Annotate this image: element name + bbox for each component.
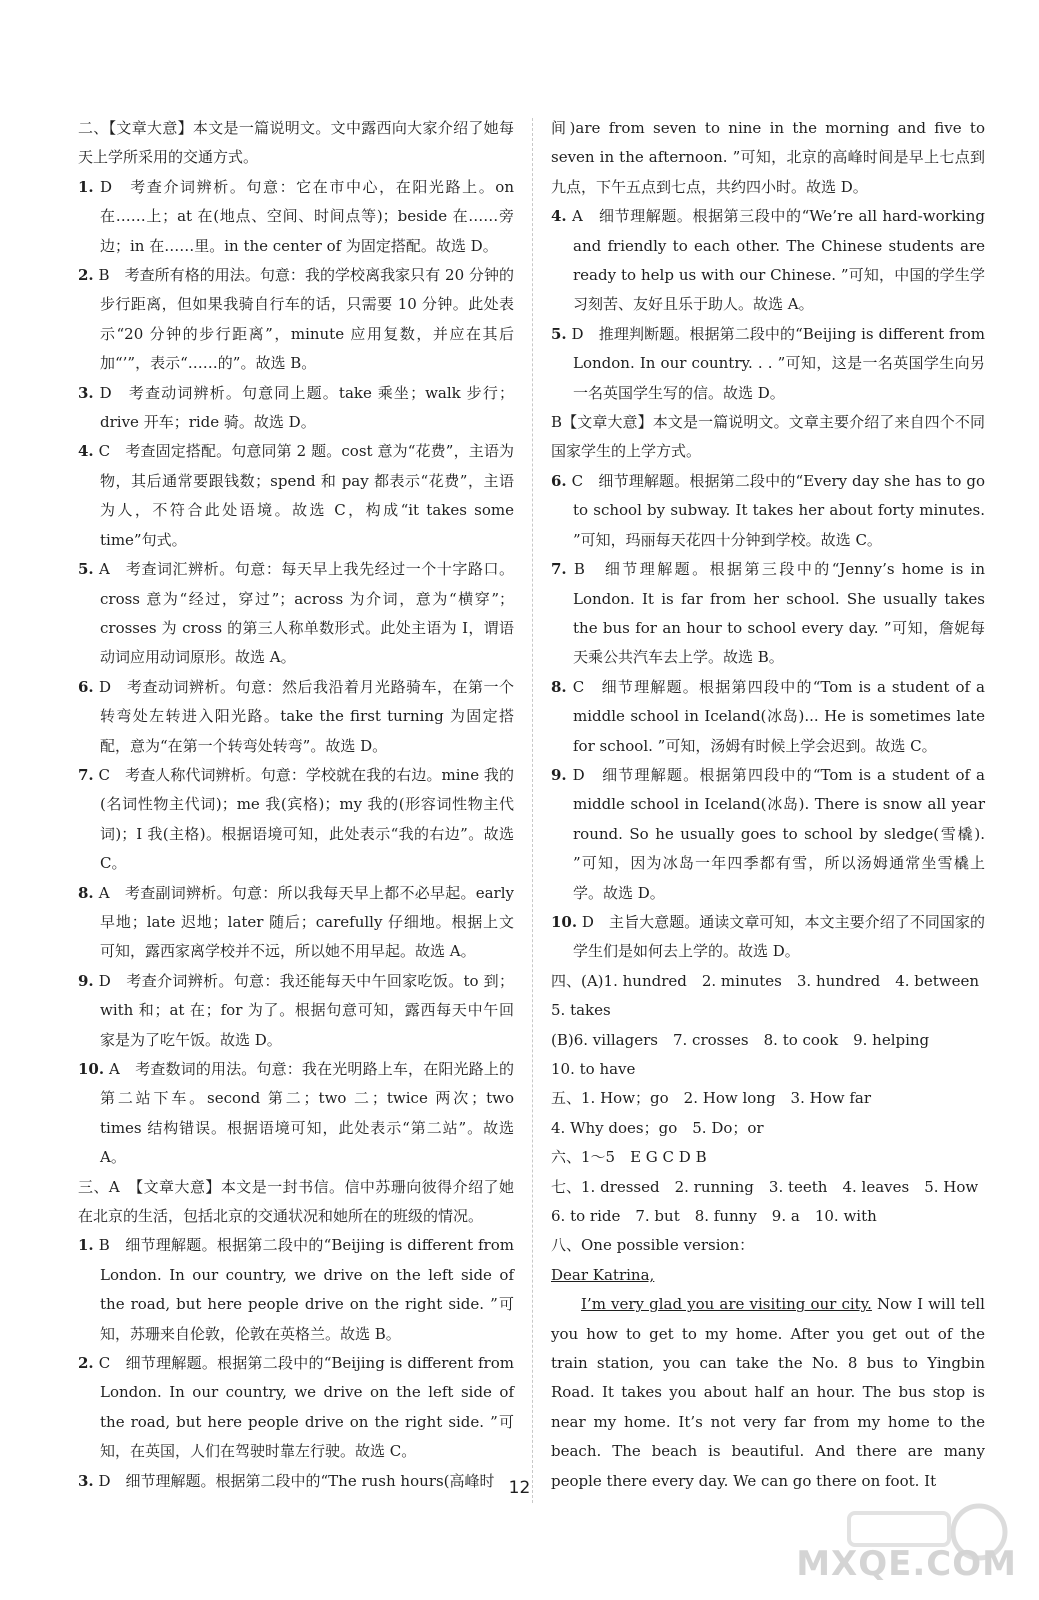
item-explanation: D 主旨大意题。通读文章可知，本文主要介绍了不同国家的学生们是如何去上学的。故选 D。 (573, 912, 985, 961)
letter-body (551, 1290, 985, 1496)
answer-item (551, 202, 985, 320)
underlined-sentence: I’m very glad you are visiting our city. (581, 1295, 872, 1314)
item-explanation: B 细节理解题。根据第二段中的“Beijing is different from London. In our country, we drive on the left side of the road, but here people drive on the right side. ”可知，苏珊来自伦敦，伦敦在英格兰。故选 B。 (98, 1236, 514, 1343)
section-text: 二、【文章大意】本文是一篇说明文。文中露西向大家介绍了她每天上学所采用的交通方式。 (78, 119, 514, 167)
item-explanation: B 细节理解题。根据第三段中的“Jenny’s home is in London. It is far from her school. She usually takes the bus for an hour to school every day. ”可知，詹妮每天乘公共汽车去上学。故选 B。 (573, 560, 985, 667)
column-divider (532, 118, 533, 1503)
item-number: 8. (78, 883, 94, 902)
section-text: 四、(A)1. hundred 2. minutes 3. hundred 4. between (551, 971, 980, 990)
item-number: 7. (78, 765, 94, 784)
item-number: 2. (78, 266, 94, 285)
item-number: 9. (78, 971, 94, 990)
letter-greeting (551, 1261, 985, 1290)
continued-text: 间)are from seven to nine in the morning and five to seven in the afternoon. ”可知，北京的高峰时间是早上七点到九点，下午五点到七点，共约四小时。故选 D。 (551, 119, 985, 196)
section-text: B【文章大意】本文是一篇说明文。文章主要介绍了来自四个不同国家学生的上学方式。 (551, 413, 985, 461)
item-explanation: D 考查动词辨析。句意同上题。take 乘坐；walk 步行；drive 开车；ride 骑。故选 D。 (99, 383, 514, 432)
item-number: 6. (551, 471, 567, 490)
item-explanation: A 考查数词的用法。句意：我在光明路上车，在阳光路上的第二站下车。second 第二；two 二；twice 两次；two times 结构错误。根据语境可知，此处表示“第二站”。故选 A。 (100, 1060, 514, 1167)
item-number: 9. (551, 765, 567, 784)
answer-item (78, 173, 514, 261)
item-number: 8. (551, 677, 567, 696)
item-number: 4. (78, 442, 94, 461)
item-explanation: D 细节理解题。根据第二段中的“The rush hours(高峰时 (98, 1471, 495, 1490)
page-number: 12 (508, 1478, 531, 1498)
answer-item (551, 467, 985, 555)
item-explanation: D 推理判断题。根据第二段中的“Beijing is different from London. In our country. . . ”可知，这是一名英国学生向另一名英国学生写的信。故选 D。 (571, 324, 985, 402)
item-number: 10. (551, 912, 578, 931)
item-explanation: D 考查动词辨析。句意：然后我沿着月光路骑车，在第一个转弯处左转进入阳光路。take the first turning 为固定搭配，意为“在第一个转弯处转弯”。故选 D。 (98, 677, 514, 755)
item-explanation: D 细节理解题。根据第四段中的“Tom is a student of a middle school in Iceland(冰岛). There is snow all year round. So he usually goes to school by sledge(雪橇). ”可知，因为冰岛一年四季都有雪，所以汤姆通常坐雪橇上学。故选 D。 (572, 765, 985, 902)
item-number: 1. (78, 177, 94, 196)
item-number: 3. (78, 383, 94, 402)
section-text: 八、One possible version： (551, 1236, 755, 1255)
answer-item (551, 320, 985, 408)
section-text: 三、A 【文章大意】本文是一封书信。信中苏珊向彼得介绍了她在北京的生活，包括北京的交通状况和她所在的班级的情况。 (78, 1177, 514, 1226)
item-number: 3. (78, 1471, 94, 1490)
item-explanation: C 细节理解题。根据第二段中的“Beijing is different from London. In our country, we drive on the left side of the road, but here people drive on the right side. ”可知，在英国，人们在驾驶时靠左行驶。故选 C。 (98, 1354, 514, 1461)
section-text: 5. takes (551, 1001, 611, 1020)
item-explanation: C 考查人称代词辨析。句意：学校就在我的右边。mine 我的(名词性物主代词)；me 我(宾格)；my 我的(形容词性物主代词)；I 我(主格)。根据语境可知，此处表示“我的右边”。故选 C。 (98, 765, 514, 873)
item-explanation: D 考查介词辨析。句意：它在市中心，在阳光路上。on 在……上；at 在(地点、空间、时间点等)；beside 在……旁边；in 在……里。in the center of 为固定搭配。故选 D。 (100, 177, 514, 255)
answer-item (551, 761, 985, 908)
item-explanation: A 考查词汇辨析。句意：每天早上我先经过一个十字路口。cross 意为“经过，穿过”；across 为介词，意为“横穿”；crosses 为 cross 的第三人称单数形式。此处主语为 I，谓语动词应用动词原形。故选 A。 (99, 560, 514, 667)
answer-item (78, 437, 514, 555)
section-text: 6. to ride 7. but 8. funny 9. a 10. with (551, 1207, 877, 1226)
section-text: 10. to have (551, 1060, 636, 1078)
section-text: 七、1. dressed 2. running 3. teeth 4. leaves 5. How (551, 1177, 979, 1196)
answer-item (551, 673, 985, 761)
answer-item (78, 1231, 514, 1349)
item-explanation: D 考查介词辨析。句意：我还能每天中午回家吃饭。to 到；with 和；at 在；for 为了。根据句意可知，露西每天中午回家是为了吃午饭。故选 D。 (98, 971, 514, 1049)
item-number: 10. (78, 1060, 105, 1078)
right-column (551, 114, 985, 1496)
greeting-text: Dear Katrina, (551, 1265, 655, 1284)
left-column (78, 114, 514, 1496)
item-number: 7. (551, 560, 567, 579)
item-explanation: C 细节理解题。根据第二段中的“Every day she has to go to school by subway. It takes her about forty minutes. ”可知，玛丽每天花四十分钟到学校。故选 C。 (571, 471, 985, 549)
answer-item (78, 1055, 514, 1173)
answer-item (78, 879, 514, 967)
answer-item (551, 555, 985, 673)
answer-item (78, 673, 514, 761)
answer-item (78, 1349, 514, 1467)
answer-item (551, 908, 985, 967)
answer-item (78, 261, 514, 379)
item-explanation: C 考查固定搭配。句意同第 2 题。cost 意为“花费”，主语为物，其后通常要跟钱数；spend 和 pay 都表示“花费”，主语为人，不符合此处语境。故选 C，构成“it takes some time”句式。 (98, 442, 514, 549)
answer-item (78, 761, 514, 879)
item-number: 5. (78, 560, 94, 579)
section-text: 4. Why does；go 5. Do；or (551, 1118, 764, 1137)
item-number: 2. (78, 1354, 94, 1373)
section-text: (B)6. villagers 7. crosses 8. to cook 9. helping (551, 1030, 930, 1049)
item-number: 4. (551, 207, 567, 226)
watermark-text: MXQE.COM (796, 1544, 1017, 1584)
section-text: 六、1～5 E G C D B (551, 1148, 707, 1167)
section-text: 五、1. How；go 2. How long 3. How far (551, 1089, 872, 1108)
letter-text: Now I will tell you how to get to my home. After you get out of the train station, you can take the No. 8 bus to Yingbin Road. It takes you about half an hour. The bus stop is near my home. It’s not very far from my home to the beach. The beach is beautiful. And there are many people there every day. We can go there on foot. It (551, 1295, 985, 1490)
item-number: 1. (78, 1236, 94, 1255)
answer-item (78, 967, 514, 1055)
item-number: 6. (78, 677, 94, 696)
watermark-logo (779, 1497, 1029, 1592)
item-explanation: A 细节理解题。根据第三段中的“We’re all hard-working and friendly to each other. The Chinese students are ready to help us with our Chinese. ”可知，中国的学生学习刻苦、友好且乐于助人。故选 A。 (572, 207, 985, 314)
item-explanation: C 细节理解题。根据第四段中的“Tom is a student of a middle school in Iceland(冰岛)... He is sometimes late for school. ”可知，汤姆有时候上学会迟到。故选 C。 (572, 677, 985, 755)
item-explanation: B 考查所有格的用法。句意：我的学校离我家只有 20 分钟的步行距离，但如果我骑自行车的话，只需要 10 分钟。此处表示“20 分钟的步行距离”，minute 应用复数，并应在其后加“’”，表示“……的”。故选 B。 (98, 266, 514, 373)
item-explanation: A 考查副词辨析。句意：所以我每天早上都不必早起。early 早地；late 迟地；later 随后；carefully 仔细地。根据上文可知，露西家离学校并不远，所以她不用早起。故选 A。 (98, 883, 514, 961)
answer-item (78, 379, 514, 438)
item-number: 5. (551, 324, 567, 343)
answer-item (78, 555, 514, 673)
